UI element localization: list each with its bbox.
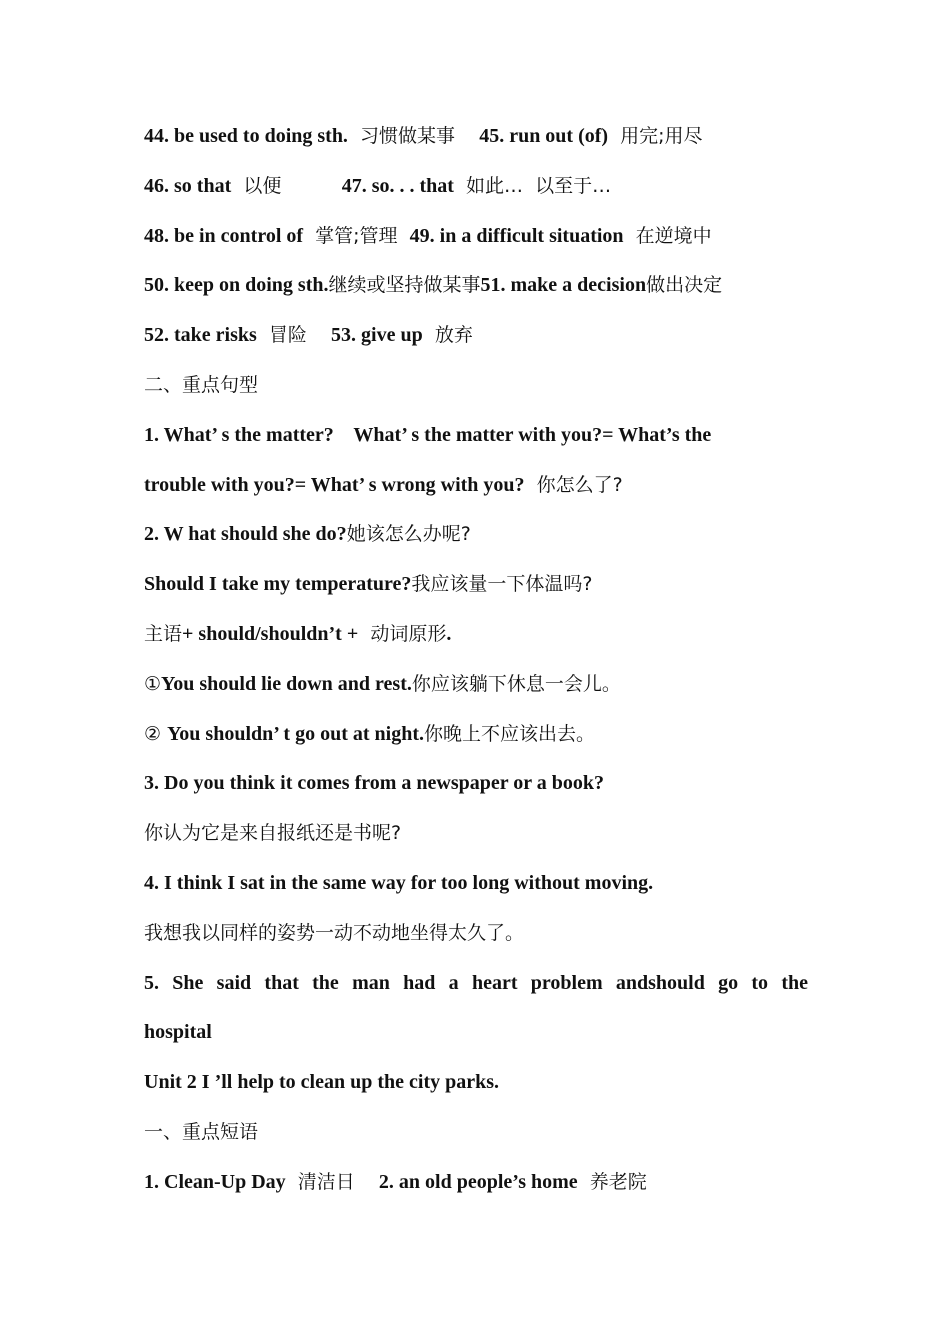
phrase-zh: 继续或坚持做某事 <box>328 274 481 297</box>
phrase-zh: 掌管;管理 <box>303 224 410 247</box>
unit-title-text: Unit 2 I ’ll help to clean up the city parks. <box>144 1071 500 1094</box>
rule-period: . <box>446 622 452 645</box>
sentence-line <box>144 461 808 511</box>
grammar-rule-line <box>144 610 808 660</box>
example-line <box>144 710 808 760</box>
sentence-line <box>144 510 808 560</box>
sentence-en: Should I take my temperature? <box>144 573 412 596</box>
section-heading-key-sentences <box>144 361 808 411</box>
phrase-zh: 在逆境中 <box>623 224 712 247</box>
sentence-zh: 你怎么了? <box>524 473 623 496</box>
phrase-zh: 放弃 <box>422 324 473 347</box>
sentence-zh: 我想我以同样的姿势一动不动地坐得太久了。 <box>144 921 525 944</box>
example-zh: 你晚上不应该出去。 <box>424 722 596 745</box>
sentence-zh: 你认为它是来自报纸还是书呢? <box>144 822 402 845</box>
sentence-line <box>144 759 808 809</box>
sentence-en: 3. Do you think it comes from a newspaper or a book? <box>144 772 605 795</box>
phrase-en: 51. make a decision <box>480 274 647 297</box>
phrase-line-52-53 <box>144 311 808 361</box>
sentence-en: 5. She said that the man had a heart problem andshould go to the <box>144 971 808 994</box>
sentence-en: 1. What’ s the matter? What’ s the matter with you?= What’s the <box>144 423 712 446</box>
phrase-zh: 养老院 <box>577 1170 647 1193</box>
phrase-en: 47. so. . . that <box>341 174 454 197</box>
example-zh: 你应该躺下休息一会儿。 <box>411 672 621 695</box>
rule-zh: 动词原形 <box>358 622 447 645</box>
phrase-zh: 如此… 以至于… <box>453 174 612 197</box>
section-heading: 二、重点句型 <box>144 373 259 396</box>
sentence-line <box>144 959 808 1009</box>
document-content <box>144 112 808 1208</box>
phrase-en: 52. take risks <box>144 324 257 347</box>
example-en: You shouldn’ t go out at night. <box>167 722 425 745</box>
phrase-zh: 清洁日 <box>285 1170 379 1193</box>
phrase-en: 44. be used to doing sth. <box>144 125 348 147</box>
sentence-en: 4. I think I sat in the same way for too long without moving. <box>144 871 654 894</box>
sentence-en: 2. W hat should she do? <box>144 523 347 546</box>
example-marker: ② <box>144 722 168 745</box>
translation-line <box>144 809 808 859</box>
phrase-en: 50. keep on doing sth. <box>144 274 329 297</box>
example-line <box>144 660 808 710</box>
sentence-line <box>144 560 808 610</box>
phrase-zh: 做出决定 <box>646 274 723 297</box>
phrase-zh: 以便 <box>231 174 342 197</box>
rule-zh: 主语 <box>144 622 183 645</box>
sentence-line <box>144 859 808 909</box>
sentence-zh: 她该怎么办呢? <box>346 523 471 546</box>
phrase-en: 2. an old people’s home <box>378 1170 578 1193</box>
example-en: You should lie down and rest. <box>161 672 412 695</box>
phrase-zh: 习惯做某事 <box>347 125 480 147</box>
example-marker: ① <box>144 672 162 695</box>
phrase-line-48-49 <box>144 212 808 262</box>
phrase-line-1-2 <box>144 1158 808 1208</box>
phrase-line-50-51 <box>144 261 808 311</box>
phrase-zh: 冒险 <box>256 324 332 347</box>
sentence-line <box>144 411 808 461</box>
sentence-zh: 我应该量一下体温吗? <box>411 573 593 596</box>
phrase-zh: 用完;用尽 <box>608 125 703 147</box>
phrase-en: 48. be in control of <box>144 224 304 247</box>
section-heading-key-phrases <box>144 1108 808 1158</box>
sentence-line <box>144 1008 808 1058</box>
unit-title <box>144 1058 808 1108</box>
phrase-en: 53. give up <box>331 324 423 347</box>
sentence-en: hospital <box>144 1021 212 1044</box>
phrase-en: 49. in a difficult situation <box>409 224 624 247</box>
phrase-line-46-47 <box>144 162 808 212</box>
phrase-en: 45. run out (of) <box>479 125 609 147</box>
phrase-line-44-45 <box>144 112 808 162</box>
section-heading: 一、重点短语 <box>144 1120 259 1143</box>
phrase-en: 1. Clean-Up Day <box>144 1170 286 1193</box>
translation-line <box>144 909 808 959</box>
sentence-en: trouble with you?= What’ s wrong with you? <box>144 473 525 496</box>
rule-en: + should/shouldn’t + <box>182 622 359 645</box>
phrase-en: 46. so that <box>144 174 232 197</box>
